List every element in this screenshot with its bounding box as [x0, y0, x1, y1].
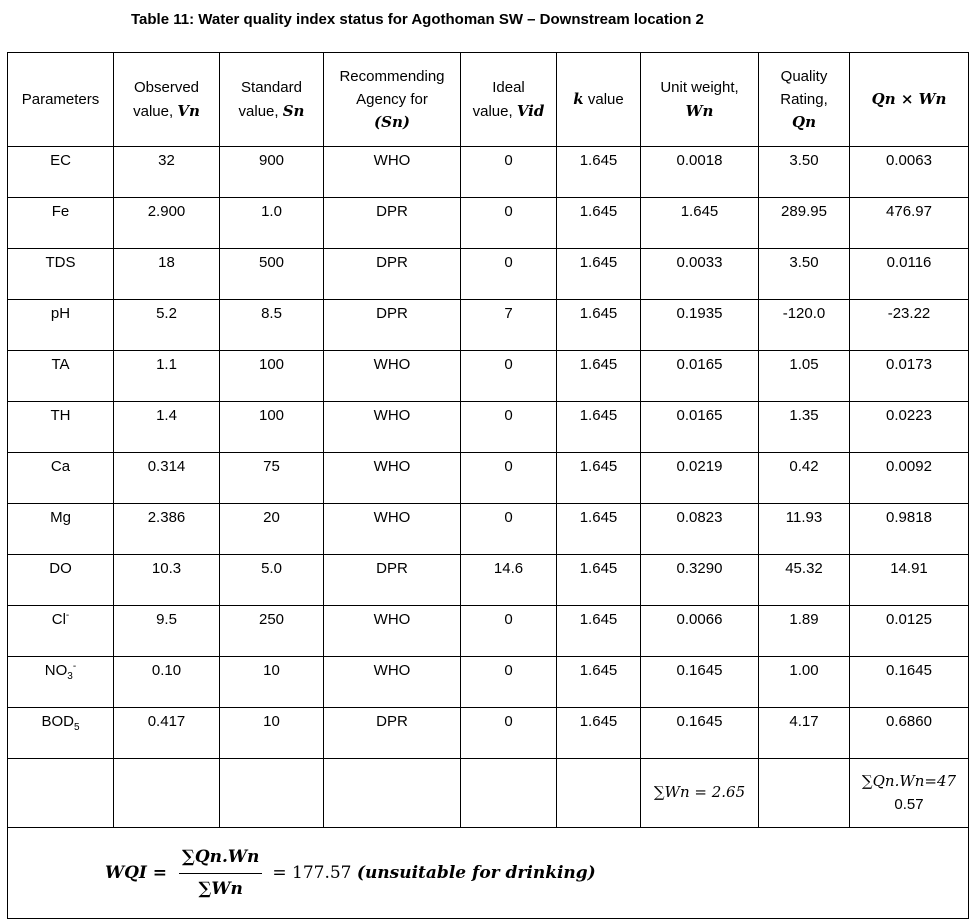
parameter-cell: TH — [8, 402, 114, 453]
standard-value-cell: 8.5 — [220, 300, 324, 351]
table-row — [8, 300, 969, 351]
k-value-cell: 1.645 — [557, 249, 641, 300]
header-row — [8, 53, 969, 147]
standard-value-cell: 100 — [220, 351, 324, 402]
parameter-cell: $NO_3^-$ — [8, 657, 114, 708]
unit-weight-cell: 0.0823 — [641, 504, 759, 555]
standard-value-cell: 10 — [220, 708, 324, 759]
unit-weight-cell: 0.1935 — [641, 300, 759, 351]
wqi-result: = 177.57 — [272, 862, 352, 883]
table-row — [8, 453, 969, 504]
header-ideal: Ideal value, Vid — [461, 53, 557, 147]
standard-value-cell: 100 — [220, 402, 324, 453]
totals-empty-cell — [759, 759, 850, 828]
table-caption: Table 11: Water quality index status for Agothoman SW – Downstream location 2 — [131, 11, 704, 28]
k-value-cell: 1.645 — [557, 300, 641, 351]
quality-rating-cell: 289.95 — [759, 198, 850, 249]
agency-cell: WHO — [324, 606, 461, 657]
standard-value-cell: 250 — [220, 606, 324, 657]
header-parameters: Parameters — [8, 53, 114, 147]
qn-wn-value-cell: -23.22 — [850, 300, 969, 351]
observed-value-cell: 1.1 — [114, 351, 220, 402]
parameter-cell: Fe — [8, 198, 114, 249]
header-qn-wn: Qn × Wn — [850, 53, 969, 147]
observed-value-cell: 32 — [114, 147, 220, 198]
qn-wn-value-cell: 0.0092 — [850, 453, 969, 504]
ideal-value-cell: 0 — [461, 708, 557, 759]
ideal-value-cell: 0 — [461, 249, 557, 300]
observed-value-cell: 0.10 — [114, 657, 220, 708]
wqi-fraction — [179, 844, 262, 902]
table-row — [8, 198, 969, 249]
observed-value-cell: 2.386 — [114, 504, 220, 555]
ideal-value-cell: 0 — [461, 147, 557, 198]
observed-value-cell: 10.3 — [114, 555, 220, 606]
agency-cell: WHO — [324, 657, 461, 708]
table-row — [8, 555, 969, 606]
agency-cell: DPR — [324, 300, 461, 351]
unit-weight-cell: 0.3290 — [641, 555, 759, 606]
quality-rating-cell: 1.05 — [759, 351, 850, 402]
agency-cell: DPR — [324, 555, 461, 606]
k-value-cell: 1.645 — [557, 606, 641, 657]
unit-weight-cell: 0.1645 — [641, 708, 759, 759]
ideal-value-cell: 7 — [461, 300, 557, 351]
wqi-lhs: WQI = — [105, 862, 168, 883]
ideal-value-cell: 0 — [461, 402, 557, 453]
quality-rating-cell: 1.35 — [759, 402, 850, 453]
observed-value-cell: 0.417 — [114, 708, 220, 759]
wqi-formula — [105, 844, 596, 902]
ideal-value-cell: 0 — [461, 504, 557, 555]
agency-cell: WHO — [324, 351, 461, 402]
qn-wn-value-cell: 0.0063 — [850, 147, 969, 198]
quality-rating-cell: 4.17 — [759, 708, 850, 759]
k-value-cell: 1.645 — [557, 708, 641, 759]
table-row — [8, 249, 969, 300]
header-k-value: k value — [557, 53, 641, 147]
standard-value-cell: 20 — [220, 504, 324, 555]
k-value-cell: 1.645 — [557, 453, 641, 504]
parameter-cell: TDS — [8, 249, 114, 300]
standard-value-cell: 75 — [220, 453, 324, 504]
standard-value-cell: 1.0 — [220, 198, 324, 249]
table-row — [8, 606, 969, 657]
quality-rating-cell: 1.00 — [759, 657, 850, 708]
qn-wn-value-cell: 0.6860 — [850, 708, 969, 759]
agency-cell: WHO — [324, 147, 461, 198]
wqi-numerator: ∑Qn.Wn — [179, 844, 262, 873]
ideal-value-cell: 0 — [461, 606, 557, 657]
agency-cell: DPR — [324, 198, 461, 249]
table-row — [8, 657, 969, 708]
unit-weight-cell: 1.645 — [641, 198, 759, 249]
standard-value-cell: 500 — [220, 249, 324, 300]
totals-empty-cell — [557, 759, 641, 828]
sum-wn: ∑Wn = 2.65 — [641, 759, 759, 828]
totals-empty-cell — [324, 759, 461, 828]
table-row — [8, 147, 969, 198]
parameter-cell: $BOD_5$ — [8, 708, 114, 759]
qn-wn-value-cell: 0.1645 — [850, 657, 969, 708]
table-row — [8, 402, 969, 453]
qn-wn-value-cell: 14.91 — [850, 555, 969, 606]
parameter-cell: Ca — [8, 453, 114, 504]
header-agency: Recommending Agency for (Sn) — [324, 53, 461, 147]
totals-empty-cell — [461, 759, 557, 828]
unit-weight-cell: 0.0165 — [641, 402, 759, 453]
agency-cell: DPR — [324, 708, 461, 759]
wqi-row — [8, 828, 969, 919]
standard-value-cell: 5.0 — [220, 555, 324, 606]
parameter-cell: DO — [8, 555, 114, 606]
table-row — [8, 504, 969, 555]
k-value-cell: 1.645 — [557, 147, 641, 198]
parameter-cell: pH — [8, 300, 114, 351]
k-value-cell: 1.645 — [557, 402, 641, 453]
table-row — [8, 351, 969, 402]
ideal-value-cell: 0 — [461, 453, 557, 504]
agency-cell: WHO — [324, 402, 461, 453]
observed-value-cell: 9.5 — [114, 606, 220, 657]
ideal-value-cell: 0 — [461, 657, 557, 708]
sum-qn-wn: ∑Qn.Wn=47 0.57 — [850, 759, 969, 828]
observed-value-cell: 1.4 — [114, 402, 220, 453]
quality-rating-cell: 0.42 — [759, 453, 850, 504]
qn-wn-value-cell: 0.0173 — [850, 351, 969, 402]
observed-value-cell: 5.2 — [114, 300, 220, 351]
k-value-cell: 1.645 — [557, 555, 641, 606]
unit-weight-cell: 0.0033 — [641, 249, 759, 300]
qn-wn-value-cell: 0.0116 — [850, 249, 969, 300]
unit-weight-cell: 0.1645 — [641, 657, 759, 708]
observed-value-cell: 18 — [114, 249, 220, 300]
quality-rating-cell: 11.93 — [759, 504, 850, 555]
k-value-cell: 1.645 — [557, 504, 641, 555]
qn-wn-value-cell: 0.0223 — [850, 402, 969, 453]
quality-rating-cell: 3.50 — [759, 147, 850, 198]
parameter-cell: Mg — [8, 504, 114, 555]
parameter-cell: TA — [8, 351, 114, 402]
unit-weight-cell: 0.0219 — [641, 453, 759, 504]
ideal-value-cell: 0 — [461, 351, 557, 402]
totals-empty-cell — [8, 759, 114, 828]
quality-rating-cell: 1.89 — [759, 606, 850, 657]
standard-value-cell: 10 — [220, 657, 324, 708]
k-value-cell: 1.645 — [557, 198, 641, 249]
quality-rating-cell: 3.50 — [759, 249, 850, 300]
totals-empty-cell — [114, 759, 220, 828]
unit-weight-cell: 0.0165 — [641, 351, 759, 402]
header-observed: Observed value, Vn — [114, 53, 220, 147]
qn-wn-value-cell: 0.0125 — [850, 606, 969, 657]
unit-weight-cell: 0.0066 — [641, 606, 759, 657]
table-row — [8, 708, 969, 759]
qn-wn-value-cell: 476.97 — [850, 198, 969, 249]
wqi-denominator: ∑Wn — [198, 878, 243, 899]
parameter-cell: Cl- — [8, 606, 114, 657]
k-value-cell: 1.645 — [557, 657, 641, 708]
qn-wn-value-cell: 0.9818 — [850, 504, 969, 555]
header-quality-rating: Quality Rating, Qn — [759, 53, 850, 147]
totals-row — [8, 759, 969, 828]
quality-rating-cell: -120.0 — [759, 300, 850, 351]
parameter-cell: EC — [8, 147, 114, 198]
wqi-verdict: (unsuitable for drinking) — [356, 862, 596, 883]
ideal-value-cell: 14.6 — [461, 555, 557, 606]
observed-value-cell: 0.314 — [114, 453, 220, 504]
header-standard: Standard value, Sn — [220, 53, 324, 147]
header-unit-weight: Unit weight, Wn — [641, 53, 759, 147]
totals-empty-cell — [220, 759, 324, 828]
agency-cell: WHO — [324, 504, 461, 555]
observed-value-cell: 2.900 — [114, 198, 220, 249]
k-value-cell: 1.645 — [557, 351, 641, 402]
ideal-value-cell: 0 — [461, 198, 557, 249]
agency-cell: DPR — [324, 249, 461, 300]
water-quality-table — [7, 52, 969, 919]
unit-weight-cell: 0.0018 — [641, 147, 759, 198]
quality-rating-cell: 45.32 — [759, 555, 850, 606]
agency-cell: WHO — [324, 453, 461, 504]
standard-value-cell: 900 — [220, 147, 324, 198]
wqi-cell — [8, 828, 969, 919]
